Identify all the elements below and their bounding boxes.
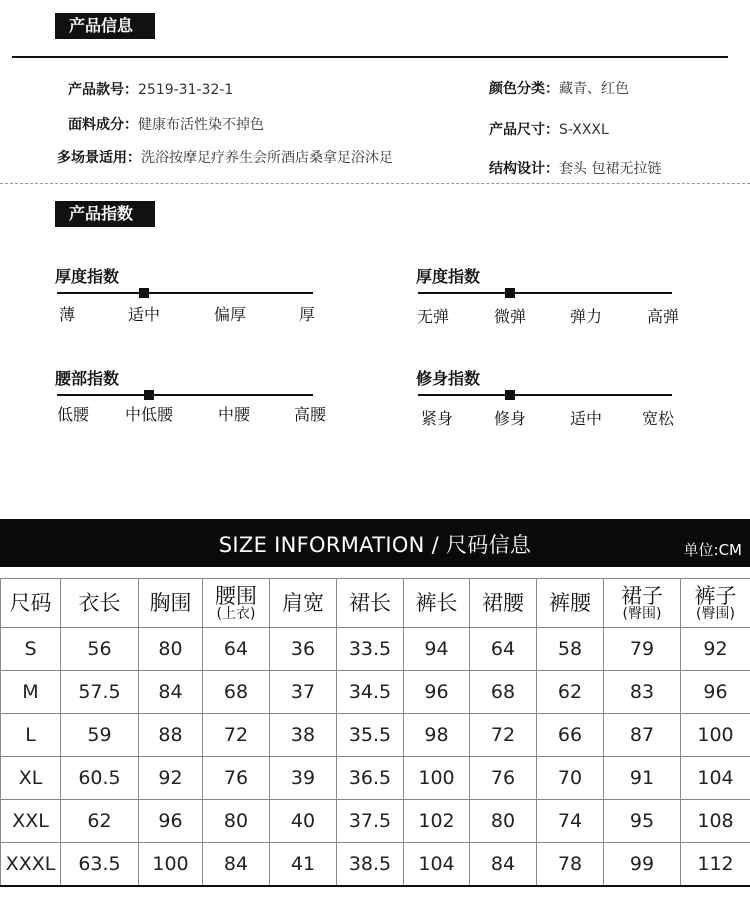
index-scale-marker: [139, 288, 149, 298]
style-number-label: 产品款号：: [68, 82, 138, 98]
product-info-tag: 产品信息: [55, 13, 155, 39]
size-table-header-cell: 裤腰: [537, 579, 604, 628]
table-cell: 80: [470, 800, 537, 843]
index-title: 修身指数: [416, 369, 481, 388]
size-range-row: [489, 119, 609, 139]
table-cell: 36: [270, 628, 337, 671]
table-cell: 84: [139, 671, 203, 714]
size-info-title: SIZE INFORMATION / 尺码信息: [218, 533, 532, 557]
table-cell: M: [1, 671, 61, 714]
dashed-divider: [0, 183, 750, 184]
table-cell: 36.5: [337, 757, 404, 800]
table-cell: 63.5: [61, 843, 139, 887]
table-cell: 66: [537, 714, 604, 757]
table-cell: 80: [203, 800, 270, 843]
table-cell: 92: [681, 628, 750, 671]
table-cell: 94: [404, 628, 470, 671]
table-row: [1, 843, 750, 887]
scenes-value: 洗浴按摩足疗养生会所酒店桑拿足浴沐足: [141, 150, 393, 166]
table-row: [1, 671, 750, 714]
index-title: 厚度指数: [55, 267, 120, 286]
size-table-header-cell: 腰围 (上衣): [203, 579, 270, 628]
table-cell: 84: [470, 843, 537, 887]
size-table-header-cell: 裙腰: [470, 579, 537, 628]
table-cell: 98: [404, 714, 470, 757]
index-scale-marker: [505, 390, 515, 400]
size-table-header-cell: 裙长: [337, 579, 404, 628]
table-cell: 83: [604, 671, 681, 714]
index-scale-label: 适中: [569, 409, 603, 428]
table-cell: 76: [203, 757, 270, 800]
index-scale-label: 微弹: [493, 307, 527, 326]
table-cell: 68: [203, 671, 270, 714]
index-scale-line: [418, 394, 672, 396]
table-cell: 92: [139, 757, 203, 800]
index-scale-label: 厚: [298, 305, 316, 324]
scenes-row: [57, 147, 393, 167]
index-scale-label: 适中: [127, 305, 161, 324]
table-cell: XXXL: [1, 843, 61, 887]
index-scale-marker: [505, 288, 515, 298]
index-scale-label: 薄: [58, 305, 76, 324]
table-cell: 99: [604, 843, 681, 887]
table-cell: L: [1, 714, 61, 757]
index-scale-label: 高弹: [646, 307, 680, 326]
size-table-body: [1, 628, 750, 887]
table-cell: 95: [604, 800, 681, 843]
index-scale-label: 紧身: [420, 409, 454, 428]
design-row: [489, 158, 661, 178]
table-cell: 70: [537, 757, 604, 800]
table-cell: 72: [203, 714, 270, 757]
table-cell: 100: [681, 714, 750, 757]
index-title: 腰部指数: [55, 369, 120, 388]
size-table-header-cell: 尺码: [1, 579, 61, 628]
table-cell: 78: [537, 843, 604, 887]
table-cell: 100: [139, 843, 203, 887]
index-scale-label: 偏厚: [213, 305, 247, 324]
table-cell: XXL: [1, 800, 61, 843]
table-cell: 38.5: [337, 843, 404, 887]
table-cell: 38: [270, 714, 337, 757]
index-scale-marker: [144, 390, 154, 400]
table-cell: 108: [681, 800, 750, 843]
index-scale-label: 低腰: [56, 405, 90, 424]
table-cell: 62: [537, 671, 604, 714]
size-table-header: [1, 579, 750, 628]
table-cell: 68: [470, 671, 537, 714]
index-scale-line: [418, 292, 672, 294]
color-label: 颜色分类：: [489, 81, 559, 97]
table-cell: 64: [203, 628, 270, 671]
table-cell: 104: [681, 757, 750, 800]
table-cell: 37: [270, 671, 337, 714]
table-cell: 57.5: [61, 671, 139, 714]
table-cell: S: [1, 628, 61, 671]
size-range-value: S-XXXL: [559, 122, 609, 138]
size-table-header-cell: 胸围: [139, 579, 203, 628]
table-cell: 62: [61, 800, 139, 843]
size-table-header-cell: 裤子 (臀围): [681, 579, 750, 628]
table-row: [1, 800, 750, 843]
table-cell: 35.5: [337, 714, 404, 757]
table-cell: 60.5: [61, 757, 139, 800]
index-scale-label: 无弹: [416, 307, 450, 326]
table-cell: 59: [61, 714, 139, 757]
table-cell: 74: [537, 800, 604, 843]
table-cell: 33.5: [337, 628, 404, 671]
table-cell: XL: [1, 757, 61, 800]
index-title: 厚度指数: [416, 267, 481, 286]
index-scale-label: 高腰: [293, 405, 327, 424]
style-number-value: 2519-31-32-1: [138, 82, 234, 98]
design-label: 结构设计：: [489, 161, 559, 177]
index-scale-label: 中腰: [217, 405, 251, 424]
table-cell: 84: [203, 843, 270, 887]
table-row: [1, 628, 750, 671]
table-cell: 88: [139, 714, 203, 757]
index-scale-label: 修身: [493, 409, 527, 428]
index-scale-line: [57, 394, 313, 396]
table-cell: 104: [404, 843, 470, 887]
table-cell: 112: [681, 843, 750, 887]
table-cell: 79: [604, 628, 681, 671]
fabric-row: [68, 114, 264, 134]
size-range-label: 产品尺寸：: [489, 122, 559, 138]
table-cell: 39: [270, 757, 337, 800]
table-cell: 41: [270, 843, 337, 887]
table-cell: 76: [470, 757, 537, 800]
design-value: 套头 包裙无拉链: [559, 161, 662, 177]
table-cell: 100: [404, 757, 470, 800]
table-cell: 91: [604, 757, 681, 800]
product-index-tag: 产品指数: [55, 201, 155, 227]
table-cell: 64: [470, 628, 537, 671]
section-divider: [12, 56, 728, 58]
fabric-label: 面料成分：: [68, 117, 138, 133]
table-cell: 96: [139, 800, 203, 843]
size-table: [0, 578, 750, 887]
table-row: [1, 714, 750, 757]
size-table-header-cell: 肩宽: [270, 579, 337, 628]
table-cell: 96: [681, 671, 750, 714]
table-cell: 40: [270, 800, 337, 843]
size-table-header-cell: 裙子 (臀围): [604, 579, 681, 628]
scenes-label: 多场景适用：: [57, 150, 141, 166]
size-unit: 单位:CM: [683, 541, 742, 559]
index-scale-label: 宽松: [641, 409, 675, 428]
table-cell: 58: [537, 628, 604, 671]
size-table-header-cell: 衣长: [61, 579, 139, 628]
fabric-value: 健康布活性染不掉色: [138, 117, 264, 133]
index-scale-line: [57, 292, 313, 294]
table-cell: 102: [404, 800, 470, 843]
size-table-header-cell: 裤长: [404, 579, 470, 628]
style-number-row: [68, 79, 233, 99]
index-scale-label: 中低腰: [124, 405, 174, 424]
color-row: [489, 78, 629, 98]
table-cell: 87: [604, 714, 681, 757]
size-info-banner: [0, 519, 750, 567]
table-cell: 56: [61, 628, 139, 671]
table-cell: 37.5: [337, 800, 404, 843]
table-cell: 72: [470, 714, 537, 757]
index-scale-label: 弹力: [569, 307, 603, 326]
color-value: 藏青、红色: [559, 81, 629, 97]
table-row: [1, 757, 750, 800]
table-cell: 80: [139, 628, 203, 671]
table-cell: 34.5: [337, 671, 404, 714]
table-cell: 96: [404, 671, 470, 714]
